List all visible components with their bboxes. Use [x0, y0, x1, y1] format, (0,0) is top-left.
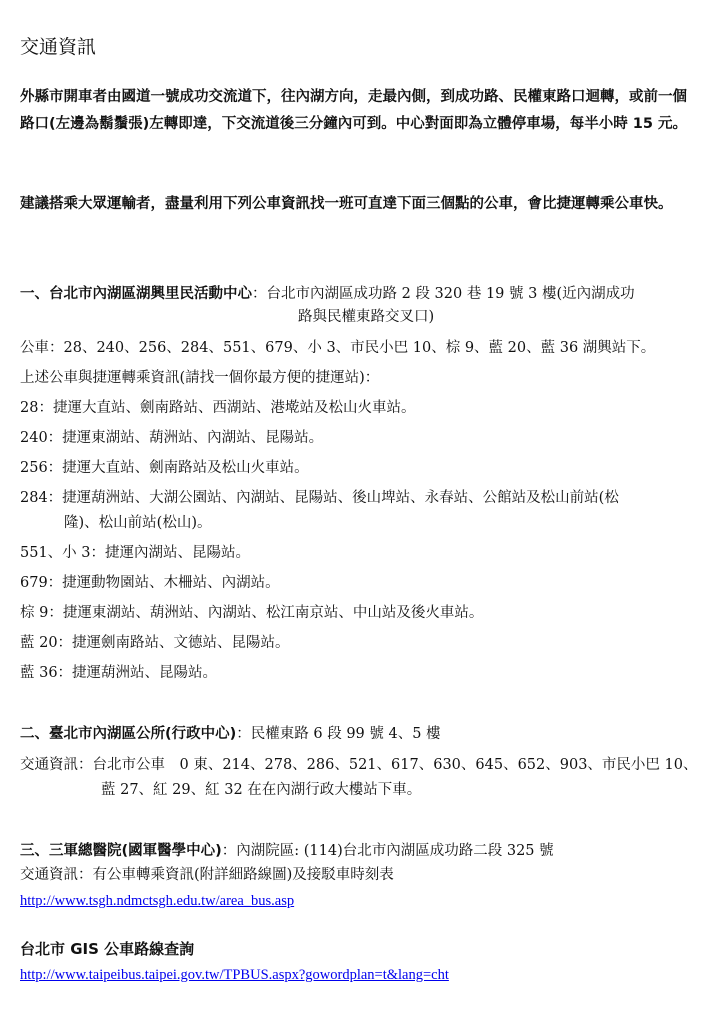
section1-address: ：台北市內湖區成功路 2 段 320 巷 19 號 3 樓(近內湖成功	[252, 286, 635, 302]
section2-heading-line	[20, 723, 441, 745]
route-line: 256：捷運大直站、劍南路站及松山火車站。	[20, 460, 309, 476]
section1-transfer-intro: 上述公車與捷運轉乘資訊(請找一個你最方便的捷運站)：	[20, 370, 380, 386]
section2-address: ：民權東路 6 段 99 號 4、5 樓	[236, 726, 441, 742]
section1-address-cont: 路與民權東路交叉口)	[298, 309, 435, 325]
route-line: 240：捷運東湖站、葫洲站、內湖站、昆陽站。	[20, 430, 324, 446]
drive-directions: 外縣市開車者由國道一號成功交流道下，往內湖方向，走最內側，到成功路、民權東路口迴轉，或前一個路口(左邊為鬍鬚張)左轉即達，下交流道後三分鐘內可到。中心對面即為立體停車場，每半小時 15 元。	[20, 89, 688, 132]
section3-heading-line	[20, 840, 554, 862]
section2-transit-cont: 藍 27、紅 29、紅 32 在在內湖行政大樓站下車。	[101, 782, 422, 798]
route-line: 679：捷運動物園站、木柵站、內湖站。	[20, 575, 280, 591]
route-line: 棕 9：捷運東湖站、葫洲站、內湖站、松江南京站、中山站及後火車站。	[20, 605, 484, 621]
section1-buses: 公車：28、240、256、284、551、679、小 3、市民小巴 10、棕 9、藍 20、藍 36 湖興站下。	[20, 340, 656, 356]
route-line: 551、小 3：捷運內湖站、昆陽站。	[20, 545, 251, 561]
route-line: 藍 36：捷運葫洲站、昆陽站。	[20, 665, 218, 681]
gis-link-line	[20, 964, 449, 986]
route-line: 284：捷運葫洲站、大湖公園站、內湖站、昆陽站、後山埤站、永春站、公館站及松山前站(松	[20, 490, 619, 506]
route-line: 28：捷運大直站、劍南路站、西湖站、港墘站及松山火車站。	[20, 400, 416, 416]
page-title: 交通資訊	[20, 36, 97, 58]
section3-heading: 三、三軍總醫院(國軍醫學中心)	[20, 843, 222, 859]
section3-transit: 交通資訊：有公車轉乘資訊(附詳細路線圖)及接駁車時刻表	[20, 867, 394, 883]
gis-bus-link[interactable]: http://www.taipeibus.taipei.gov.tw/TPBUS.aspx?gowordplan=t&lang=cht	[20, 967, 449, 983]
gis-heading: 台北市 GIS 公車路線查詢	[20, 940, 195, 958]
hospital-bus-link[interactable]: http://www.tsgh.ndmctsgh.edu.tw/area_bus.asp	[20, 893, 295, 909]
section3-link-line	[20, 890, 294, 912]
section1-heading: 一、台北市內湖區湖興里民活動中心	[20, 286, 252, 302]
section1-heading-line	[20, 283, 635, 305]
section2-heading: 二、臺北市內湖區公所(行政中心)	[20, 726, 237, 742]
route-line: 藍 20：捷運劍南路站、文德站、昆陽站。	[20, 635, 290, 651]
section2-transit: 交通資訊：台北市公車 0 東、214、278、286、521、617、630、645、652、903、市民小巴 10、	[20, 757, 698, 773]
section3-address: ：內湖院區: (114)台北市內湖區成功路二段 325 號	[221, 843, 554, 859]
route-line-cont: 隆)、松山前站(松山)。	[64, 515, 212, 531]
transit-advice: 建議搭乘大眾運輸者，盡量利用下列公車資訊找一班可直達下面三個點的公車，會比捷運轉乘公車快。	[20, 196, 673, 212]
